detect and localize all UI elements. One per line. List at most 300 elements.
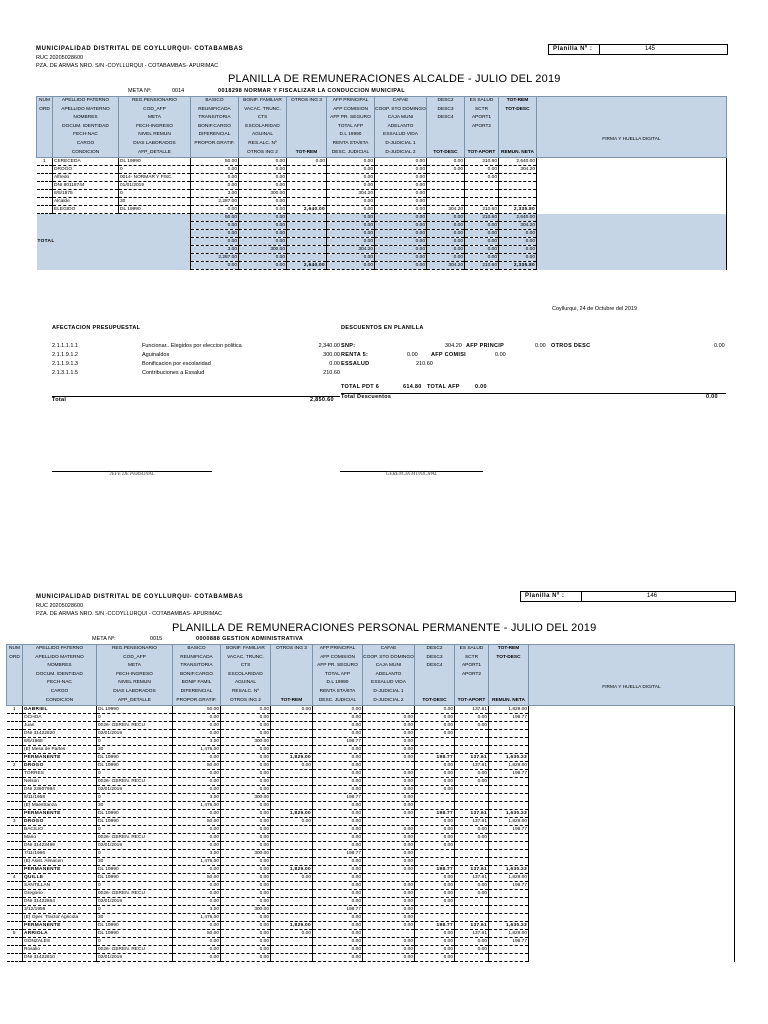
table-cell: 0.00 <box>375 174 427 182</box>
table-cell: 0.00 <box>221 778 271 786</box>
table-cell: 1,829.00 <box>489 930 529 938</box>
table-row <box>7 922 735 930</box>
table-cell: 210.60 <box>465 206 499 214</box>
table-cell: 0.00 <box>427 230 465 238</box>
table-cell <box>415 914 455 922</box>
remuneration-table <box>36 96 727 270</box>
desc-row-renta: RENTA 5: 0.00 AFP COMISI 0.00 <box>341 352 506 358</box>
table-cell: 02/01/2019 <box>97 842 173 850</box>
table-cell: 0.00 <box>313 946 363 954</box>
signature-cell <box>529 722 735 730</box>
table-cell: 0.00 <box>221 954 271 962</box>
table-row <box>7 810 735 818</box>
header-label <box>537 110 726 119</box>
table-cell: 0.00 <box>313 818 363 826</box>
table-row <box>7 898 735 906</box>
table-cell: 1 <box>7 706 23 714</box>
header-label: COOP. STO DOMINGO <box>363 654 414 660</box>
planilla-number-box <box>548 44 728 55</box>
table-cell: 198.77 <box>313 850 363 858</box>
signature-cell <box>537 230 727 238</box>
table-row <box>7 714 735 722</box>
table-cell: 0.00 <box>455 778 489 786</box>
signature-jefe-personal: JEFE DE PERSONAL <box>52 471 212 477</box>
header-label: NUM <box>9 646 20 651</box>
table-cell <box>455 786 489 794</box>
signature-cell <box>529 842 735 850</box>
table-cell <box>7 826 23 834</box>
table-cell <box>271 834 313 842</box>
meta-label: META Nº: <box>92 636 116 642</box>
table-cell: 0.00 <box>221 882 271 890</box>
table-cell: 1,829.00 <box>271 754 313 762</box>
total-row <box>37 246 727 254</box>
table-cell <box>271 842 313 850</box>
table-cell <box>37 182 53 190</box>
afectacion-row <box>52 352 340 358</box>
table-cell: 0.00 <box>313 898 363 906</box>
table-cell: DNI 31422820 <box>23 730 97 738</box>
ruc-line: RUC 20205028600 <box>36 603 84 609</box>
table-cell: 0.00 <box>271 706 313 714</box>
header-label: AGUINAL <box>251 132 274 138</box>
afectacion-desc: Aguinaldos <box>142 352 170 358</box>
table-cell: 0.00 <box>363 802 415 810</box>
header-label <box>465 131 498 140</box>
header-label: FECH-INGRESO <box>116 671 153 677</box>
header-label: NIVEL REMUN <box>118 680 151 686</box>
table-cell: DL 19990 <box>97 706 173 714</box>
table-cell: 0.00 <box>327 206 375 214</box>
table-cell: 0.00 <box>221 826 271 834</box>
header-label: DESC2 <box>426 646 443 651</box>
header-label <box>415 671 454 680</box>
table-cell: 0.00 <box>363 858 415 866</box>
column-header <box>427 97 465 158</box>
table-cell <box>271 730 313 738</box>
table-cell: 2,640.00 <box>287 262 327 270</box>
meta-description: 0000888 GESTION ADMINISTRATIVA <box>196 636 304 642</box>
table-cell: 0.00 <box>327 214 375 222</box>
header-label <box>271 688 312 697</box>
total-row <box>37 254 727 262</box>
table-cell: 304.20 <box>327 190 375 198</box>
signature-cell <box>529 818 735 826</box>
header-label: DIAS LABORADOS <box>113 688 156 694</box>
table-cell: 0.00 <box>455 722 489 730</box>
table-cell <box>271 794 313 802</box>
table-cell: Mario <box>23 834 97 842</box>
table-row <box>7 706 735 714</box>
total-label: TOTAL <box>37 238 191 246</box>
table-cell: 0.00 <box>313 874 363 882</box>
header-label: CARGO <box>50 688 69 694</box>
table-cell: 0.00 <box>363 810 415 818</box>
header-label: BASICO <box>205 98 224 103</box>
table-cell: 0.00 <box>221 946 271 954</box>
table-cell <box>489 722 529 730</box>
table-cell: 0.00 <box>271 930 313 938</box>
column-header <box>465 97 499 158</box>
header-label: OTROS ING 2 <box>247 149 278 155</box>
header-label <box>271 671 312 680</box>
table-cell <box>7 810 23 818</box>
table-cell: 0.00 <box>363 722 415 730</box>
table-cell <box>7 786 23 794</box>
header-label: D.L 19990 <box>339 132 362 138</box>
header-label: DESC4 <box>426 663 443 669</box>
table-row <box>37 166 727 174</box>
planilla-number: 146 <box>647 593 658 599</box>
ruc-line: RUC 20205028600 <box>36 55 84 61</box>
header-label: NOMBRES <box>47 663 72 669</box>
table-cell: 0.00 <box>363 746 415 754</box>
header-label: BONIF.CARGO <box>179 671 214 677</box>
table-cell: 0.00 <box>271 874 313 882</box>
table-cell: (E) Asist. Almacen <box>23 858 97 866</box>
header-label: OTROS ING 2 <box>230 697 261 703</box>
desc-row-snp: SNP: 304.20 AFP PRINCIP 0.00 OTROS DESC 0.00 <box>341 343 725 349</box>
header-label: D-JUDICIAL 1 <box>385 140 416 146</box>
table-cell: DL 19990 <box>97 818 173 826</box>
header-label: BONIF. FAMILIAR <box>226 646 265 651</box>
table-cell: 0.00 <box>415 786 455 794</box>
table-cell <box>271 946 313 954</box>
header-label: NUM <box>39 98 50 103</box>
afectacion-amount: 2,340.00 <box>318 343 340 349</box>
table-cell <box>489 834 529 842</box>
table-cell: 0.00 <box>221 786 271 794</box>
header-label: D-JUDICIAL 2 <box>373 697 404 703</box>
signature-cell <box>529 938 735 946</box>
header-label: RENTA STA/6TA <box>319 688 356 694</box>
header-label: SCTR <box>474 106 489 112</box>
table-cell <box>489 730 529 738</box>
header-label: APORT1 <box>461 663 482 669</box>
afectacion-code: 2.1.1.9.1.2 <box>52 352 78 358</box>
table-cell <box>7 850 23 858</box>
table-cell <box>427 198 465 206</box>
header-label: BONIF.CARGO <box>197 123 232 129</box>
table-row <box>7 906 735 914</box>
table-cell: 50.00 <box>173 930 221 938</box>
table-cell: 0.00 <box>239 174 287 182</box>
table-cell: 0.00 <box>455 890 489 898</box>
table-cell: 0.00 <box>465 222 499 230</box>
table-cell: 0.00 <box>415 834 455 842</box>
page-title: PLANILLA DE REMUNERACIONES PERSONAL PERMANENTE - JULIO DEL 2019 <box>172 622 597 634</box>
table-cell: 2,335.80 <box>499 206 537 214</box>
table-cell: 198.77 <box>415 754 455 762</box>
table-cell: 0.00 <box>313 802 363 810</box>
table-cell: GONZALES <box>23 938 97 946</box>
table-cell: 2 <box>7 762 23 770</box>
table-cell: 3.00 <box>191 190 239 198</box>
header-label: VACAC. TRUNC. <box>227 654 264 660</box>
signature-cell <box>529 930 735 938</box>
table-cell <box>37 198 53 206</box>
meta-description: 0018298 NORMAR Y FISCALIZAR LA CONDUCCION MUNICIPAL <box>218 88 406 94</box>
afectacion-amount: 300.00 <box>323 352 340 358</box>
afectacion-row <box>52 361 340 367</box>
table-cell: 30 <box>119 198 191 206</box>
table-row <box>7 842 735 850</box>
table-cell: 0.00 <box>173 842 221 850</box>
table-cell: 0.00 <box>173 898 221 906</box>
table-cell: 0 <box>119 166 191 174</box>
table-cell <box>271 914 313 922</box>
column-header <box>221 645 271 706</box>
table-cell: 0.00 <box>375 166 427 174</box>
signature-cell <box>537 222 727 230</box>
table-cell <box>489 898 529 906</box>
table-cell: DL 19990 <box>97 810 173 818</box>
table-cell <box>489 858 529 866</box>
header-label: VACAC. TRUNC. <box>244 106 281 112</box>
table-cell: 0.00 <box>455 834 489 842</box>
table-cell: 0.00 <box>415 874 455 882</box>
header-label: TOT-DESC <box>496 654 521 660</box>
table-cell <box>415 858 455 866</box>
afectacion-code: 2.1.3.1.1.5 <box>52 370 78 376</box>
table-cell <box>465 198 499 206</box>
table-cell: 0.00 <box>173 890 221 898</box>
table-cell: (E) Maestranza <box>23 802 97 810</box>
header-label <box>529 666 734 675</box>
address-line: PZA. DE ARMAS NRO. S/N -COYLLURQUI - COTABAMBAS- APURIMAC <box>36 63 219 69</box>
table-cell <box>7 922 23 930</box>
table-row <box>7 770 735 778</box>
table-cell: 0.00 <box>327 198 375 206</box>
table-cell <box>7 794 23 802</box>
meta-number: 0015 <box>150 636 163 642</box>
table-row <box>37 158 727 166</box>
table-cell <box>415 802 455 810</box>
table-cell <box>489 786 529 794</box>
header-label: DESC3 <box>437 106 454 112</box>
table-cell: 0.00 <box>313 866 363 874</box>
table-cell: 1,829.00 <box>489 706 529 714</box>
table-cell: 0.00 <box>191 174 239 182</box>
header-label: TOT-REM <box>506 98 529 103</box>
table-cell <box>37 254 191 262</box>
table-cell: 210.60 <box>465 214 499 222</box>
table-cell <box>427 182 465 190</box>
table-cell: 1,630.23 <box>489 754 529 762</box>
column-header <box>191 97 239 158</box>
table-cell <box>465 190 499 198</box>
header-label: AFP COMISION <box>320 654 355 660</box>
table-cell: 0.00 <box>191 166 239 174</box>
table-cell: Alfredo <box>53 174 119 182</box>
afectacion-row <box>52 343 340 349</box>
table-cell: 0.00 <box>415 722 455 730</box>
table-cell <box>37 190 53 198</box>
header-label: CAFAE <box>380 646 397 651</box>
table-cell: DROGO <box>53 166 119 174</box>
table-cell <box>37 246 191 254</box>
table-cell: Alcalde <box>53 198 119 206</box>
table-cell: Rosalio <box>23 946 97 954</box>
table-row <box>37 198 727 206</box>
signature-cell <box>529 714 735 722</box>
table-row <box>7 850 735 858</box>
table-cell: DL 19990 <box>97 762 173 770</box>
table-cell: 0.00 <box>313 770 363 778</box>
table-cell <box>287 174 327 182</box>
table-cell: 50.00 <box>191 158 239 166</box>
table-cell <box>7 914 23 922</box>
header-label: META <box>148 115 161 121</box>
column-header <box>327 97 375 158</box>
table-cell: 0.00 <box>363 922 415 930</box>
signature-cell <box>529 778 735 786</box>
header-label: BONIF. FAMILIAR <box>243 98 282 103</box>
table-cell: 0.00 <box>415 730 455 738</box>
signature-cell <box>529 906 735 914</box>
table-cell: 0.00 <box>271 818 313 826</box>
column-header <box>53 97 119 158</box>
total-row <box>37 238 727 246</box>
table-cell <box>363 930 415 938</box>
table-cell <box>455 914 489 922</box>
table-cell: 0.00 <box>363 898 415 906</box>
table-cell <box>7 730 23 738</box>
table-cell: 0.00 <box>221 802 271 810</box>
table-cell: 0.00 <box>239 254 287 262</box>
planilla-label: Planilla Nº : <box>553 46 593 52</box>
afectacion-row <box>52 370 340 376</box>
table-cell: 300.00 <box>221 906 271 914</box>
table-cell: 0.00 <box>313 930 363 938</box>
table-cell: 0.00 <box>415 898 455 906</box>
table-row <box>7 730 735 738</box>
header-label <box>489 671 528 680</box>
table-cell: 0.00 <box>221 898 271 906</box>
table-cell: 2,640.00 <box>499 214 537 222</box>
afectacion-code: 2.1.1.1.1.1 <box>52 343 78 349</box>
signature-cell <box>529 826 735 834</box>
table-cell: 02/01/2019 <box>97 954 173 962</box>
table-cell: (E) Mesa de Partes <box>23 746 97 754</box>
table-cell: DL 19990 <box>97 922 173 930</box>
table-cell <box>415 906 455 914</box>
table-cell: 0.00 <box>173 826 221 834</box>
table-cell: 0.00 <box>313 722 363 730</box>
table-cell: 3.00 <box>173 906 221 914</box>
header-label: DESC. JUDICIAL <box>331 149 370 155</box>
date-line: Coyllurqui, 24 de Octubre del 2019 <box>552 306 637 312</box>
table-cell: 0.00 <box>415 938 455 946</box>
planilla-number: 145 <box>645 46 656 52</box>
header-label <box>537 127 726 136</box>
table-cell <box>271 826 313 834</box>
table-cell: 0.00 <box>221 810 271 818</box>
table-row <box>7 786 735 794</box>
header-label: COD_AFP <box>143 106 166 112</box>
signature-cell <box>529 946 735 954</box>
table-cell: TORRES <box>23 770 97 778</box>
table-cell: 0.00 <box>221 930 271 938</box>
header-label: DESC4 <box>437 115 454 121</box>
table-cell: 30 <box>97 802 173 810</box>
table-row <box>7 914 735 922</box>
header-label: ESSALUD VIDA <box>371 680 406 686</box>
header-label: REMUN. NETA <box>492 697 525 703</box>
column-header <box>173 645 221 706</box>
table-cell: 3.00 <box>173 794 221 802</box>
table-cell: 0.00 <box>327 254 375 262</box>
header-label: D.L 19990 <box>326 680 349 686</box>
table-cell <box>7 898 23 906</box>
table-cell: 0.00 <box>499 230 537 238</box>
table-row <box>7 746 735 754</box>
table-cell: 0.00 <box>465 166 499 174</box>
table-cell <box>489 778 529 786</box>
desc-row-totals: TOTAL PDT 6 614.80 TOTAL AFP 0.00 <box>341 384 487 390</box>
column-header <box>415 645 455 706</box>
table-cell: 0.00 <box>375 246 427 254</box>
table-cell: 0.00 <box>415 890 455 898</box>
table-cell: 0.00 <box>375 230 427 238</box>
header-label: CARGO <box>76 140 95 146</box>
column-header <box>239 97 287 158</box>
header-label: TOT-APORT <box>467 149 496 155</box>
table-cell: 0.00 <box>221 746 271 754</box>
header-label: APELLIDO PATERNO <box>35 646 84 651</box>
table-cell: 0.00 <box>271 762 313 770</box>
table-cell: 0.00 <box>363 834 415 842</box>
table-cell: 0.00 <box>313 954 363 962</box>
meta-label: META Nº: <box>128 88 152 94</box>
total-row <box>37 262 727 270</box>
table-cell: 0.00 <box>375 238 427 246</box>
table-cell: PERMANENTE <box>23 754 97 762</box>
afectacion-title: AFECTACION PRESUPUESTAL <box>52 325 141 331</box>
table-cell: 1,829.00 <box>271 866 313 874</box>
table-cell: 1,630.23 <box>489 866 529 874</box>
total-row <box>37 222 727 230</box>
table-cell <box>415 746 455 754</box>
table-cell <box>415 850 455 858</box>
signature-cell <box>537 182 727 190</box>
table-cell <box>287 222 327 230</box>
table-row <box>7 778 735 786</box>
table-cell: 0.00 <box>375 206 427 214</box>
table-cell: 0.00 <box>427 214 465 222</box>
table-cell <box>37 174 53 182</box>
afectacion-desc: Contribuciones a Essalud <box>142 370 205 376</box>
header-label <box>271 662 312 671</box>
table-cell: 0.00 <box>465 238 499 246</box>
table-cell: 0.00 <box>221 730 271 738</box>
header-label <box>499 131 536 140</box>
table-cell: DL 19990 <box>119 158 191 166</box>
table-cell: 0.00 <box>221 858 271 866</box>
table-cell <box>455 898 489 906</box>
table-cell: 0.00 <box>239 206 287 214</box>
header-label: AFP_DETALLE <box>138 149 171 155</box>
header-label: APELLIDO MATERNO <box>61 106 110 112</box>
table-cell: 50.00 <box>173 762 221 770</box>
table-cell: 0026- GEREN. RECU <box>97 722 173 730</box>
table-cell: 0 <box>97 794 173 802</box>
table-cell: 0026- GEREN. RECU <box>97 890 173 898</box>
table-cell <box>427 190 465 198</box>
table-cell: 0.00 <box>221 922 271 930</box>
table-cell <box>271 906 313 914</box>
table-cell <box>363 762 415 770</box>
